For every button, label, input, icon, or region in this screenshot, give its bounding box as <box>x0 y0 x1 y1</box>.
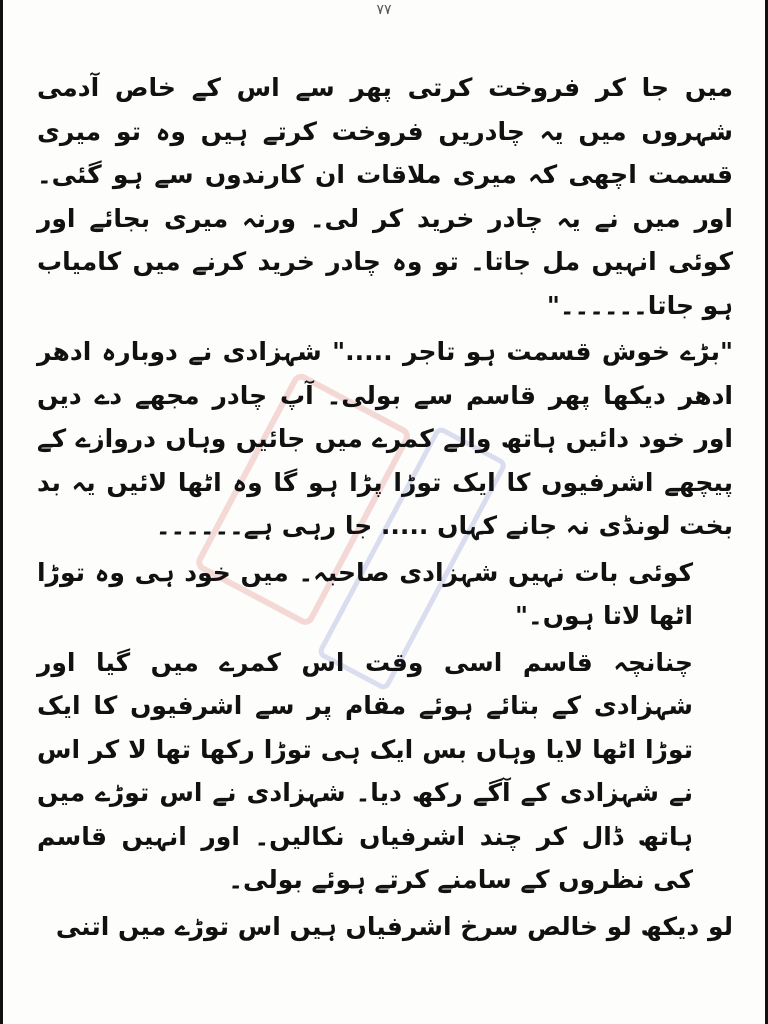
paragraph-4: چنانچہ قاسم اسی وقت اس کمرے میں گیا اور شہزادی کے بتائے ہوئے مقام پر سے اشرفیوں کا ایک توڑا اٹھا لایا وہاں بس ایک ہی توڑا رکھا تھا لا کر اس نے شہزادی کے آگے رکھ دیا۔ شہزادی نے اس توڑے میں ہاتھ ڈال کر چند اشرفیاں نکالیں۔ اور انہیں قاسم کی نظروں کے سامنے کرتے ہوئے بولی۔ <box>37 647 693 894</box>
paragraph-1: میں جا کر فروخت کرتی پھر سے اس کے خاص آدمی شہروں میں یہ چادریں فروخت کرتے ہیں وہ تو میری قسمت اچھی کہ میری ملاقات ان کارندوں سے ہو گئی۔ اور میں نے یہ چادر خرید کر لی۔ ورنہ میری بجائے اور کوئی انہیں مل جاتا۔ تو وہ چادر خرید کرنے میں کامیاب ہو جاتا۔۔۔۔۔۔" <box>37 73 733 320</box>
body-text <box>37 66 733 948</box>
page-number: ۷۷ <box>376 2 392 18</box>
paragraph-5: لو دیکھ لو خالص سرخ اشرفیاں ہیں اس توڑے میں اتنی <box>55 911 733 941</box>
paragraph-3: کوئی بات نہیں شہزادی صاحبہ۔ میں خود ہی وہ توڑا اٹھا لاتا ہوں۔" <box>37 557 693 630</box>
paragraph-2: "بڑے خوش قسمت ہو تاجر ....." شہزادی نے دوبارہ ادھر ادھر دیکھا پھر قاسم سے بولی۔ آپ چادر مجھے دے دیں اور خود دائیں ہاتھ والے کمرے میں جائیں وہاں دروازے کے پیچھے اشرفیوں کا ایک توڑا پڑا ہو گا وہ اٹھا لائیں یہ بد بخت لونڈی نہ جانے کہاں ..... جا رہی ہے۔۔۔۔۔۔ <box>37 337 733 540</box>
